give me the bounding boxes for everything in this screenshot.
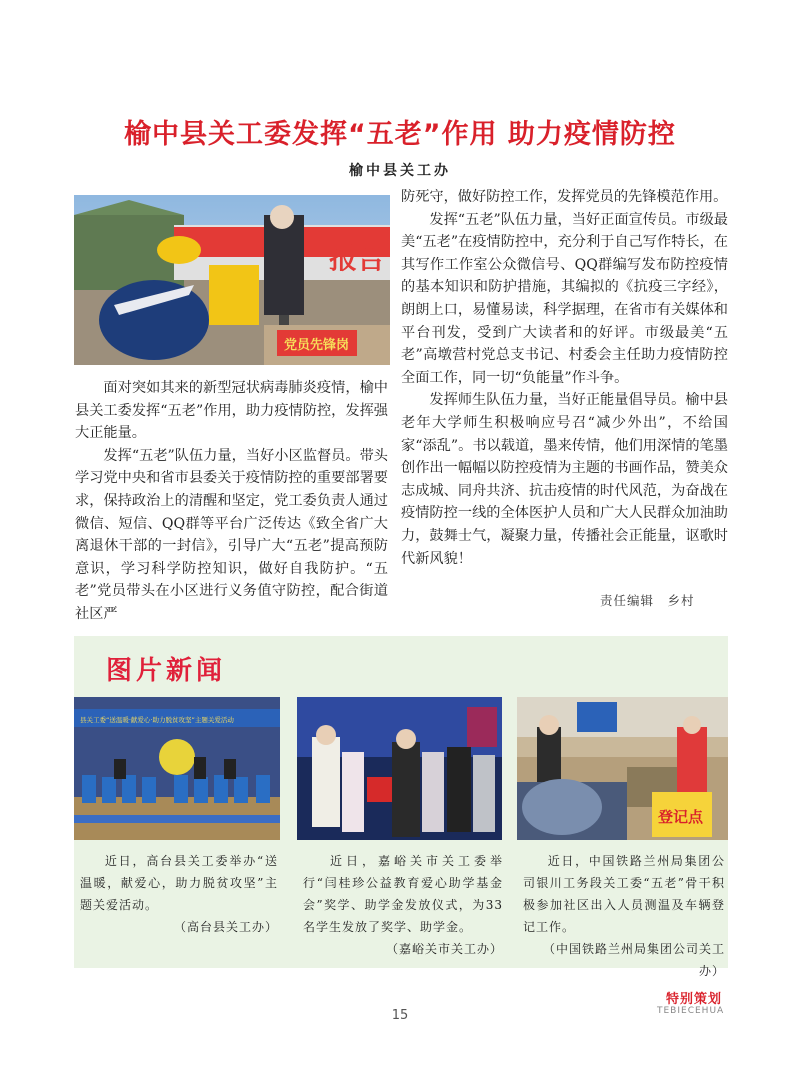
news-photo-1-banner: 县关工委“送温暖·献爱心·助力脱贫攻坚”主题关爱活动 bbox=[80, 716, 234, 724]
section-tag-en: TEBIECEHUA bbox=[657, 1006, 725, 1016]
news-photo-1 bbox=[74, 697, 280, 840]
page-number: 15 bbox=[391, 1008, 409, 1023]
sign-text: 党员先锋岗 bbox=[284, 338, 350, 353]
banner-text: 报告 bbox=[329, 242, 386, 275]
news-caption-2-text: 近日，嘉峪关市关工委举行“闫桂珍公益教育爱心助学基金会”奖学、助学金发放仪式，为33名学生发放了奖学、助学金。 bbox=[303, 854, 503, 934]
main-photo bbox=[74, 195, 390, 365]
news-caption-3-source: （中国铁路兰州局集团公司关工办） bbox=[542, 942, 725, 978]
news-caption-2-source: （嘉峪关市关工办） bbox=[385, 942, 503, 956]
article-title: 榆中县关工委发挥“五老”作用 助力疫情防控 bbox=[124, 119, 676, 150]
news-caption-3 bbox=[523, 850, 725, 982]
news-caption-1-text: 近日，高台县关工委举办“送温暖，献爱心，助力脱贫攻坚”主题关爱活动。 bbox=[80, 854, 278, 912]
right-paragraph-1: 防死守，做好防控工作，发挥党员的先锋模范作用。 bbox=[401, 189, 728, 205]
news-caption-2 bbox=[303, 850, 503, 960]
right-paragraph-3: 发挥师生队伍力量，当好正能量倡导员。榆中县老年大学师生积极响应号召“减少外出”，不给国家“添乱”。书以载道，墨来传情，他们用深情的笔墨创作出一幅幅以防控疫情为主题的书画作品，赞美众志成城、同舟共济、抗击疫情的时代风范，为奋战在疫情防控一线的全体医护人员和广大人民群众加油助力，鼓舞士气，凝聚力量，传播社会正能量，讴歌时代新风貌！ bbox=[401, 392, 728, 567]
left-paragraph-1: 面对突如其来的新型冠状病毒肺炎疫情，榆中县关工委发挥“五老”作用，助力疫情防控，发挥强大正能量。 bbox=[75, 380, 388, 442]
news-photo-3 bbox=[517, 697, 728, 840]
news-caption-1 bbox=[80, 850, 278, 938]
left-column bbox=[75, 377, 388, 626]
article-byline: 榆中县关工办 bbox=[349, 163, 451, 179]
picture-news-heading: 图片新闻 bbox=[106, 656, 227, 686]
news-photo-2 bbox=[297, 697, 502, 840]
editor-credit: 责任编辑 乡村 bbox=[600, 593, 695, 608]
news-photo-3-sign: 登记点 bbox=[658, 808, 704, 826]
left-paragraph-2: 发挥“五老”队伍力量，当好小区监督员。带头学习党中央和省市县委关于疫情防控的重要部署要求，保持政治上的清醒和坚定，党工委负责人通过微信、短信、QQ群等平台广泛传达《致全省广大离退休干部的一封信》，引导广大“五老”提高预防意识，学习科学防控知识，做好自我防护。“五老”党员带头在小区进行义务值守防控，配合街道社区严 bbox=[75, 447, 388, 622]
right-paragraph-2: 发挥“五老”队伍力量，当好正面宣传员。市级最美“五老”在疫情防控中，充分利于自己写作特长，在其写作工作室公众微信号、QQ群编写发布防控疫情的基本知识和防护措施，其编拟的《抗疫三字经》，朗朗上口，易懂易读，科学据理，在省市有关媒体和平台刊发，受到广大读者和的好评。市级最美“五老”高墩营村党总支书记、村委会主任助力疫情防控全面工作，同一切“负能量”作斗争。 bbox=[401, 211, 728, 386]
section-tag-cn: 特别策划 bbox=[666, 992, 723, 1007]
right-column bbox=[401, 186, 728, 570]
news-caption-3-text: 近日，中国铁路兰州局集团公司银川工务段关工委“五老”骨干积极参加社区出入人员测温及车辆登记工作。 bbox=[523, 854, 725, 934]
news-caption-1-source: （高台县关工办） bbox=[173, 920, 278, 934]
